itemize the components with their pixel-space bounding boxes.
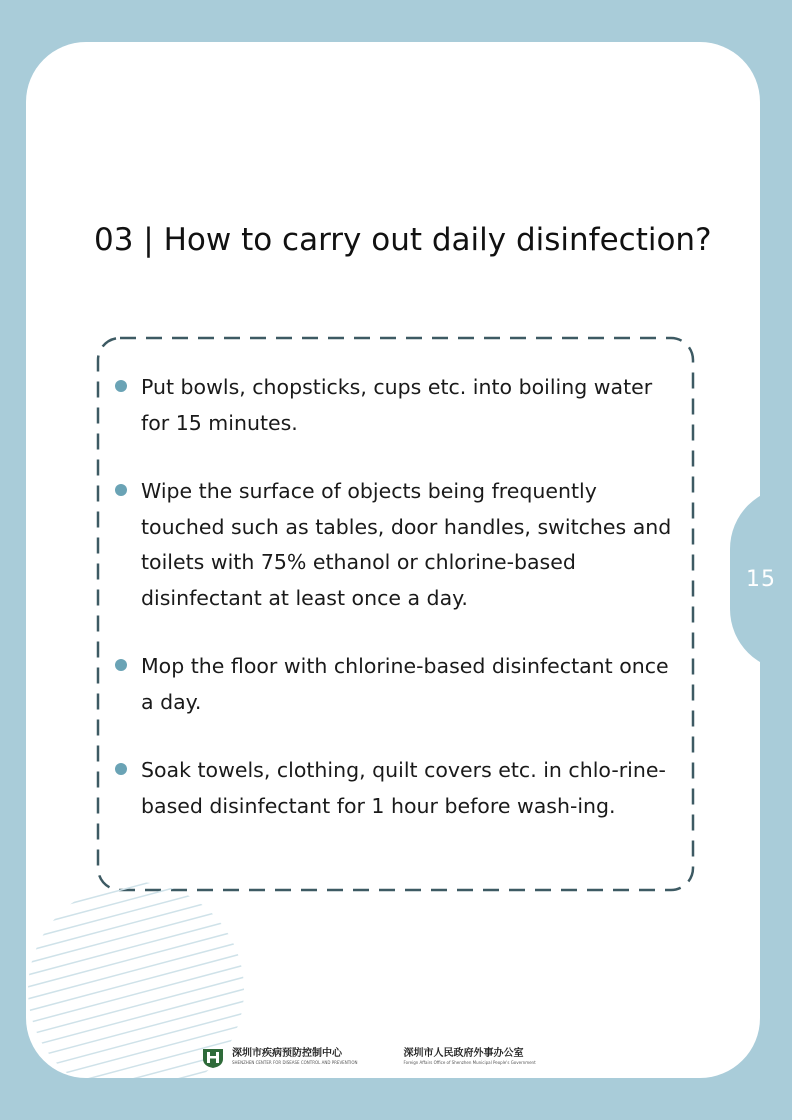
dot-bullet-icon [115, 659, 127, 671]
footer-logos [200, 1045, 536, 1069]
list-item-text: Mop the floor with chlorine-based disinfectant once a day. [141, 654, 669, 714]
dot-bullet-icon [115, 484, 127, 496]
list-item [96, 753, 676, 824]
org2-name-en: Foreign Affairs Office of Shenzhen Municipal People's Government [403, 1060, 536, 1065]
org2-name-cn: 深圳市人民政府外事办公室 [403, 1048, 524, 1059]
page-number: 15 [746, 566, 776, 592]
list-item-text: Soak towels, clothing, quilt covers etc. in chlo-rine-based disinfectant for 1 hour before wash-ing. [141, 758, 666, 818]
cdc-emblem-icon [200, 1045, 226, 1069]
list-item-text: Wipe the surface of objects being frequently touched such as tables, door handles, switches and toilets with 75% ethanol or chlorine-based disinfectant at least once a day. [141, 479, 672, 610]
dot-bullet-icon [115, 380, 127, 392]
section-title: 03 | How to carry out daily disinfection? [94, 222, 712, 258]
dot-bullet-icon [115, 763, 127, 775]
list-item [96, 474, 676, 616]
decorative-stripes [26, 850, 246, 1078]
tips-list [96, 370, 676, 857]
org1-name-cn: 深圳市疾病预防控制中心 [232, 1048, 342, 1059]
list-item [96, 649, 676, 720]
org2-logo [403, 1048, 535, 1066]
org1-logo [200, 1045, 357, 1069]
list-item [96, 370, 676, 441]
list-item-text: Put bowls, chopsticks, cups etc. into boiling water for 15 minutes. [141, 375, 653, 435]
org1-name-en: SHENZHEN CENTER FOR DISEASE CONTROL AND PREVENTION [232, 1060, 358, 1065]
